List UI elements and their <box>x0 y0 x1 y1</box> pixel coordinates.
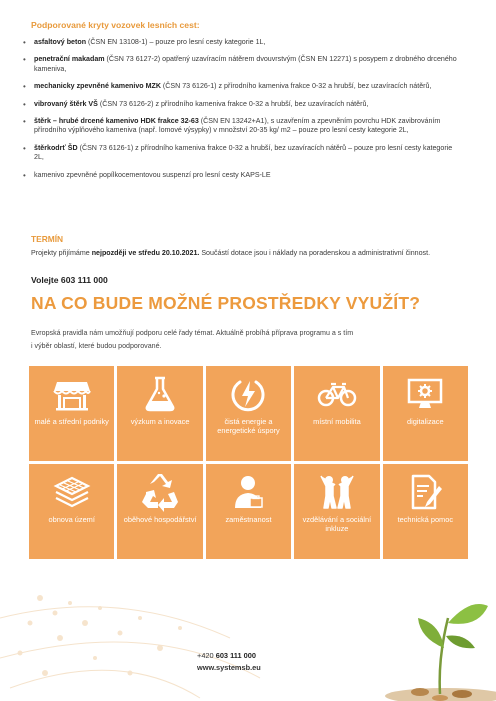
topic-tile <box>206 366 291 461</box>
topic-label: místní mobilita <box>313 417 361 426</box>
list-item <box>22 82 462 91</box>
topic-label: technická pomoc <box>397 515 454 524</box>
item-text: (ČSN 73 6126-2) z přírodního kameniva frakce 0-32 a hrubší, bez uzavíracích nátěrů, <box>97 99 369 108</box>
people-icon <box>317 472 357 512</box>
funds-intro <box>31 327 451 353</box>
item-text: (ČSN EN 13108-1) – pouze pro lesní cesty kategorie 1L, <box>86 38 266 46</box>
topic-tile <box>117 464 202 559</box>
topic-label: výzkum a inovace <box>130 417 190 426</box>
list-item <box>22 100 462 109</box>
shop-icon <box>52 374 92 414</box>
monitor-gear-icon <box>405 374 445 414</box>
topic-label: obnova území <box>48 515 95 524</box>
topic-tile <box>383 464 468 559</box>
funds-heading: NA CO BUDE MOŽNÉ PROSTŘEDKY VYUŽÍT? <box>31 293 421 313</box>
item-bold: štěrk – hrubé drcené kamenivo HDK frakce 32-63 <box>34 117 199 126</box>
bullet-icon: • <box>23 38 26 47</box>
layers-icon <box>52 472 92 512</box>
topic-label: oběhové hospodářství <box>123 515 197 524</box>
topic-label: digitalizace <box>407 417 444 426</box>
recycle-icon <box>140 472 180 512</box>
list-item <box>22 117 462 136</box>
topic-tile <box>206 464 291 559</box>
plant-icon <box>385 604 496 701</box>
topic-tile <box>294 464 379 559</box>
topic-tile <box>383 366 468 461</box>
list-item <box>22 144 462 163</box>
item-text: (ČSN 73 6126-1) z přírodního kameniva frakce 0-32 a hrubší, bez uzavíracích nátěrů, <box>160 82 432 91</box>
item-bold: mechanicky zpevněné kamenivo MZK <box>34 82 161 91</box>
bullet-icon: • <box>23 117 26 127</box>
topic-tile <box>29 464 114 559</box>
bullet-icon: • <box>23 99 26 109</box>
termin-deadline: nejpozději ve středu 20.10.2021. <box>91 249 200 257</box>
termin-suffix: Součástí dotace jsou i náklady na poradenskou a administrativní činnost. <box>199 249 431 257</box>
list-item <box>22 38 462 47</box>
termin-text <box>31 249 476 259</box>
item-bold: vibrovaný štěrk VŠ <box>34 99 98 108</box>
list-item <box>22 55 462 74</box>
bullet-icon: • <box>23 143 26 153</box>
list-item <box>22 171 462 180</box>
topic-label: čistá energie a energetické úspory <box>217 417 280 435</box>
topic-tile <box>294 366 379 461</box>
intro-line: Evropská pravidla nám umožňují podporu celé řady témat. Aktuálně probíhá příprava programu a s tím <box>31 329 354 337</box>
intro-line: i výběr oblastí, které budou podporované. <box>31 342 162 350</box>
topic-tile <box>117 366 202 461</box>
bullet-icon: • <box>23 82 26 92</box>
item-text: (ČSN 73 6127-2) opatřený uzavíracím nátěrem dvouvrstvým (ČSN EN 12271) s posypem z drobného drceného kameniva, <box>34 55 457 73</box>
topic-tile <box>29 366 114 461</box>
document-pen-icon <box>405 472 445 512</box>
item-bold: penetrační makadam <box>34 55 105 64</box>
item-bold: asfaltový beton <box>34 38 87 46</box>
worker-icon <box>228 472 268 512</box>
item-text: (ČSN 73 6126-1) z přírodního kameniva frakce 0-32 a hrubší, bez uzavíracích nátěrů – pouze pro lesní cesty kategorie 2L, <box>34 143 453 162</box>
topic-label: zaměstnanost <box>225 515 272 524</box>
termin-heading: TERMÍN <box>31 234 64 244</box>
call-line: Volejte 603 111 000 <box>31 275 108 285</box>
phone-prefix: +420 <box>197 651 216 660</box>
energy-icon <box>228 374 268 414</box>
flask-icon <box>140 374 180 414</box>
road-surfaces-list <box>22 38 462 188</box>
bicycle-icon <box>317 374 357 414</box>
topic-label: vzdělávání a sociální inkluze <box>302 515 372 533</box>
topic-label: malé a střední podniky <box>34 417 109 426</box>
termin-prefix: Projekty přijímáme <box>31 249 92 257</box>
footer-phone <box>197 651 256 660</box>
item-text: kamenivo zpevněné popílkocementovou suspenzí pro lesní cesty KAPS-LE <box>34 170 271 179</box>
item-bold: štěrkodrť ŠD <box>34 143 78 152</box>
topics-grid <box>29 366 468 559</box>
phone-number: 603 111 000 <box>215 651 256 660</box>
bullet-icon: • <box>23 55 26 65</box>
footer-website[interactable]: www.systemsb.eu <box>197 663 261 672</box>
road-surfaces-heading: Podporované kryty vozovek lesních cest: <box>31 20 200 30</box>
item-text: (ČSN EN 13242+A1), s uzavřením a zpevněním povrchu HDK zavibrováním přírodního výplňového kameniva (např. lomové výsypky) v množství 20-35 kg/ m2 – pouze pro lesní cesty kategorie 2L, <box>34 117 441 135</box>
bullet-icon: • <box>23 170 26 180</box>
decorative-background <box>0 578 496 701</box>
